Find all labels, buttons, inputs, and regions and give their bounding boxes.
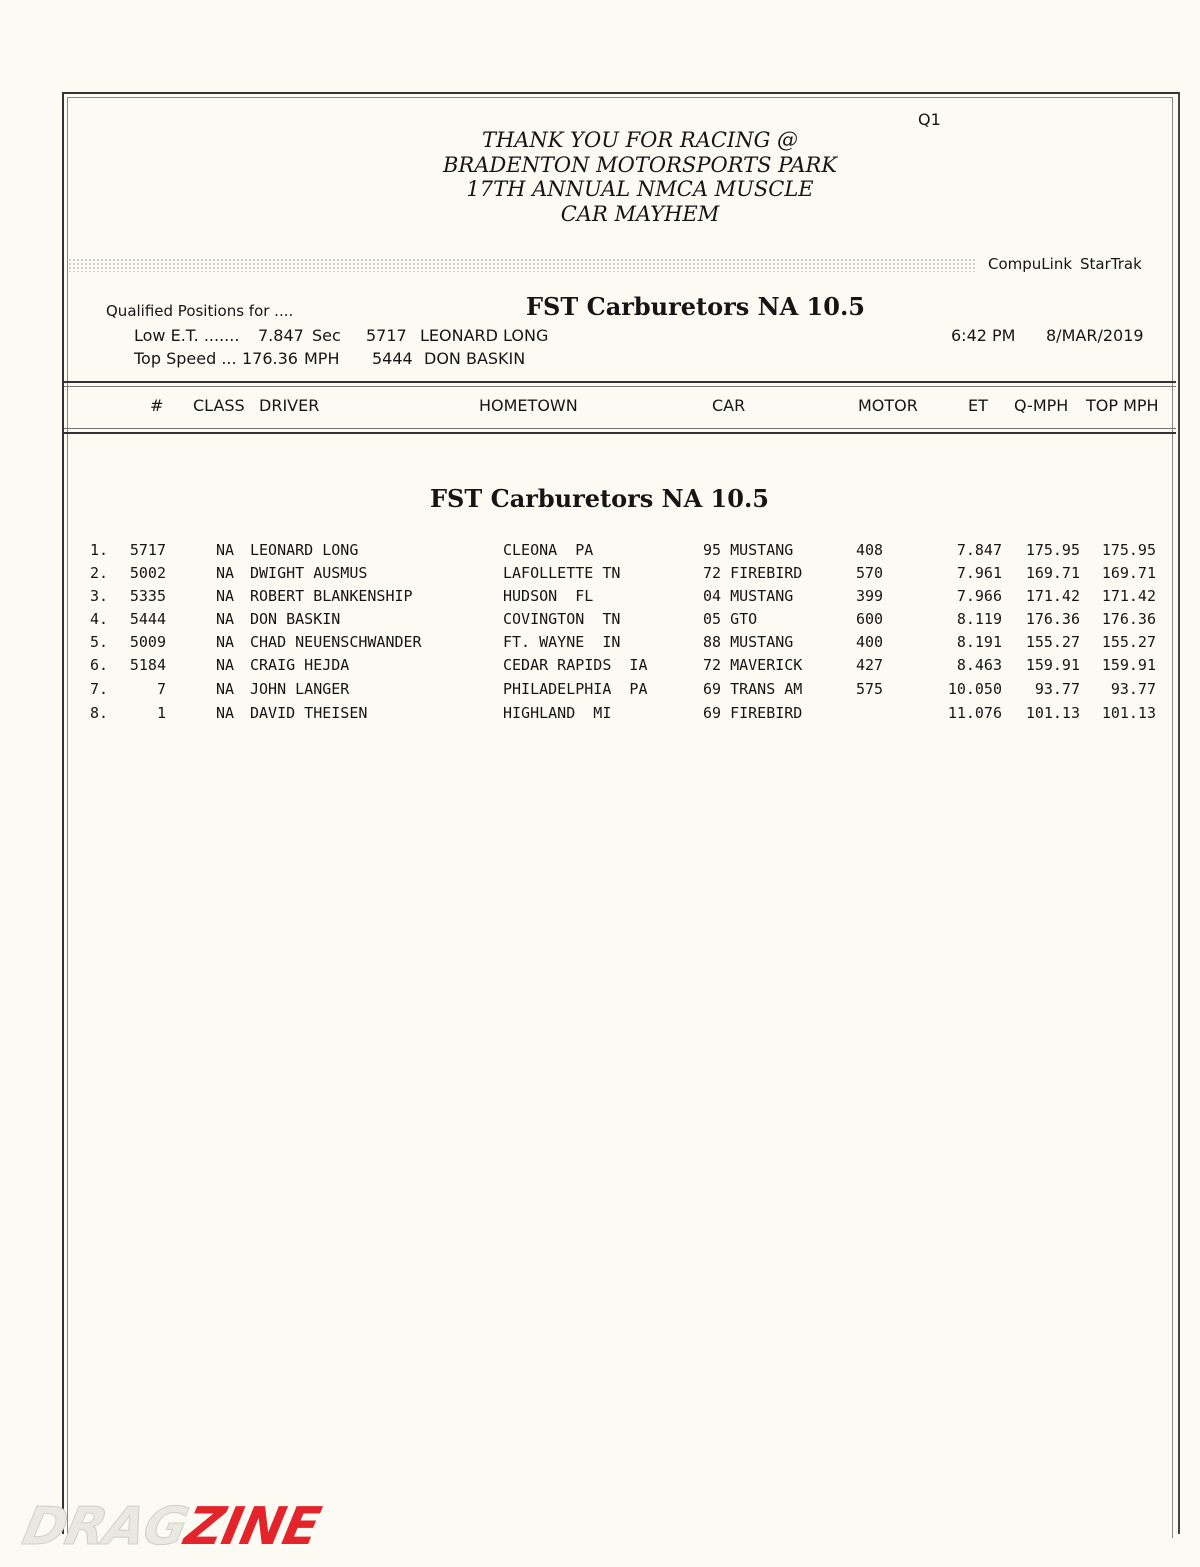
cell-class: NA xyxy=(216,656,235,674)
cell-qmph: 93.77 xyxy=(1034,680,1080,698)
cell-hometown: LAFOLLETTE TN xyxy=(503,564,621,582)
low-et-label: Low E.T. ....... xyxy=(134,326,240,345)
top-speed-value: 176.36 xyxy=(242,349,298,368)
top-speed-label: Top Speed ... xyxy=(134,349,237,368)
low-et-value: 7.847 xyxy=(258,326,304,345)
cell-num: 5184 xyxy=(129,656,166,674)
col-header-class: CLASS xyxy=(193,396,245,415)
vendor-compulink: CompuLink xyxy=(988,255,1073,273)
table-row xyxy=(0,541,1200,563)
banner xyxy=(380,128,900,226)
cell-class: NA xyxy=(216,587,235,605)
cell-et: 7.966 xyxy=(956,587,1002,605)
cell-motor: 427 xyxy=(856,656,884,674)
cell-num: 5002 xyxy=(129,564,166,582)
cell-motor: 399 xyxy=(856,587,884,605)
cell-qmph: 169.71 xyxy=(1025,564,1080,582)
cell-topmph: 155.27 xyxy=(1101,633,1156,651)
cell-driver: LEONARD LONG xyxy=(250,541,359,559)
cell-qmph: 176.36 xyxy=(1025,610,1080,628)
cell-pos: 4. xyxy=(90,610,109,628)
banner-line: THANK YOU FOR RACING @ xyxy=(481,128,799,152)
cell-num: 5717 xyxy=(129,541,166,559)
cell-et: 10.050 xyxy=(947,680,1002,698)
cell-driver: CHAD NEUENSCHWANDER xyxy=(250,633,422,651)
logo-part-drag: DRAG xyxy=(17,1497,193,1557)
cell-topmph: 93.77 xyxy=(1110,680,1156,698)
results-class-title: FST Carburetors NA 10.5 xyxy=(430,484,769,513)
table-row xyxy=(0,564,1200,586)
cell-pos: 3. xyxy=(90,587,109,605)
cell-driver: CRAIG HEJDA xyxy=(250,656,350,674)
cell-car: 69 TRANS AM xyxy=(703,680,803,698)
cell-driver: DWIGHT AUSMUS xyxy=(250,564,368,582)
col-header-motor: MOTOR xyxy=(858,396,918,415)
cell-class: NA xyxy=(216,633,235,651)
table-row xyxy=(0,633,1200,655)
cell-topmph: 171.42 xyxy=(1101,587,1156,605)
cell-et: 8.463 xyxy=(956,656,1002,674)
cell-car: 95 MUSTANG xyxy=(703,541,794,559)
cell-class: NA xyxy=(216,610,235,628)
cell-num: 1 xyxy=(156,704,166,722)
report-time: 6:42 PM xyxy=(951,326,1016,345)
cell-topmph: 176.36 xyxy=(1101,610,1156,628)
col-header-et: ET xyxy=(968,396,988,415)
table-row xyxy=(0,656,1200,678)
cell-hometown: HIGHLAND MI xyxy=(503,704,612,722)
cell-pos: 8. xyxy=(90,704,109,722)
cell-et: 7.847 xyxy=(956,541,1002,559)
cell-qmph: 155.27 xyxy=(1025,633,1080,651)
cell-pos: 7. xyxy=(90,680,109,698)
cell-driver: JOHN LANGER xyxy=(250,680,350,698)
cell-driver: ROBERT BLANKENSHIP xyxy=(250,587,413,605)
cell-num: 5444 xyxy=(129,610,166,628)
low-et-car-no: 5717 xyxy=(366,326,407,345)
cell-topmph: 159.91 xyxy=(1101,656,1156,674)
cell-car: 88 MUSTANG xyxy=(703,633,794,651)
low-et-unit: Sec xyxy=(312,326,341,345)
cell-hometown: FT. WAYNE IN xyxy=(503,633,621,651)
cell-car: 05 GTO xyxy=(703,610,758,628)
cell-motor: 408 xyxy=(856,541,884,559)
header-rule-bottom xyxy=(64,432,1176,434)
cell-topmph: 175.95 xyxy=(1101,541,1156,559)
cell-car: 69 FIREBIRD xyxy=(703,704,803,722)
col-header-topmph: TOP MPH xyxy=(1086,396,1159,415)
cell-topmph: 101.13 xyxy=(1101,704,1156,722)
dragzine-logo xyxy=(18,1497,325,1557)
col-header-hometown: HOMETOWN xyxy=(479,396,578,415)
cell-motor: 600 xyxy=(856,610,884,628)
table-row xyxy=(0,704,1200,726)
col-header-driver: DRIVER xyxy=(259,396,320,415)
class-title: FST Carburetors NA 10.5 xyxy=(526,292,865,321)
cell-hometown: HUDSON FL xyxy=(503,587,594,605)
cell-car: 04 MUSTANG xyxy=(703,587,794,605)
cell-class: NA xyxy=(216,704,235,722)
cell-num: 5335 xyxy=(129,587,166,605)
cell-driver: DAVID THEISEN xyxy=(250,704,368,722)
vendor-label xyxy=(988,255,1150,273)
cell-motor: 575 xyxy=(856,680,884,698)
header-rule-top-inner xyxy=(64,386,1176,387)
logo-part-zine: ZINE xyxy=(179,1497,325,1557)
cell-et: 8.191 xyxy=(956,633,1002,651)
cell-pos: 1. xyxy=(90,541,109,559)
cell-hometown: CLEONA PA xyxy=(503,541,594,559)
cell-motor: 570 xyxy=(856,564,884,582)
cell-qmph: 101.13 xyxy=(1025,704,1080,722)
cell-topmph: 169.71 xyxy=(1101,564,1156,582)
top-speed-unit: MPH xyxy=(304,349,340,368)
header-rule-top xyxy=(64,381,1176,383)
cell-car: 72 MAVERICK xyxy=(703,656,803,674)
sheet-label: Q1 xyxy=(918,110,941,129)
cell-class: NA xyxy=(216,680,235,698)
banner-line: 17TH ANNUAL NMCA MUSCLE xyxy=(466,177,814,201)
cell-class: NA xyxy=(216,564,235,582)
cell-et: 7.961 xyxy=(956,564,1002,582)
cell-pos: 2. xyxy=(90,564,109,582)
qualified-label: Qualified Positions for .... xyxy=(106,302,294,320)
cell-motor: 400 xyxy=(856,633,884,651)
cell-class: NA xyxy=(216,541,235,559)
top-speed-driver: DON BASKIN xyxy=(424,349,526,368)
col-header-num: # xyxy=(150,396,164,415)
vendor-startrak: StarTrak xyxy=(1080,255,1142,273)
report-date: 8/MAR/2019 xyxy=(1046,326,1144,345)
low-et-driver: LEONARD LONG xyxy=(420,326,549,345)
cell-et: 8.119 xyxy=(956,610,1002,628)
banner-line: BRADENTON MOTORSPORTS PARK xyxy=(442,152,838,177)
cell-qmph: 175.95 xyxy=(1025,541,1080,559)
header-rule-bottom-inner xyxy=(64,428,1176,429)
cell-num: 5009 xyxy=(129,633,166,651)
table-row xyxy=(0,610,1200,632)
cell-et: 11.076 xyxy=(947,704,1002,722)
col-header-qmph: Q-MPH xyxy=(1014,396,1069,415)
cell-driver: DON BASKIN xyxy=(250,610,341,628)
cell-num: 7 xyxy=(156,680,166,698)
cell-car: 72 FIREBIRD xyxy=(703,564,803,582)
table-row xyxy=(0,587,1200,609)
dotted-divider xyxy=(68,258,976,272)
cell-qmph: 171.42 xyxy=(1025,587,1080,605)
top-speed-car-no: 5444 xyxy=(372,349,413,368)
cell-qmph: 159.91 xyxy=(1025,656,1080,674)
cell-hometown: COVINGTON TN xyxy=(503,610,621,628)
col-header-car: CAR xyxy=(712,396,746,415)
banner-line: CAR MAYHEM xyxy=(560,201,720,226)
table-row xyxy=(0,680,1200,702)
cell-pos: 5. xyxy=(90,633,109,651)
cell-hometown: PHILADELPHIA PA xyxy=(503,680,648,698)
cell-pos: 6. xyxy=(90,656,109,674)
cell-hometown: CEDAR RAPIDS IA xyxy=(503,656,648,674)
